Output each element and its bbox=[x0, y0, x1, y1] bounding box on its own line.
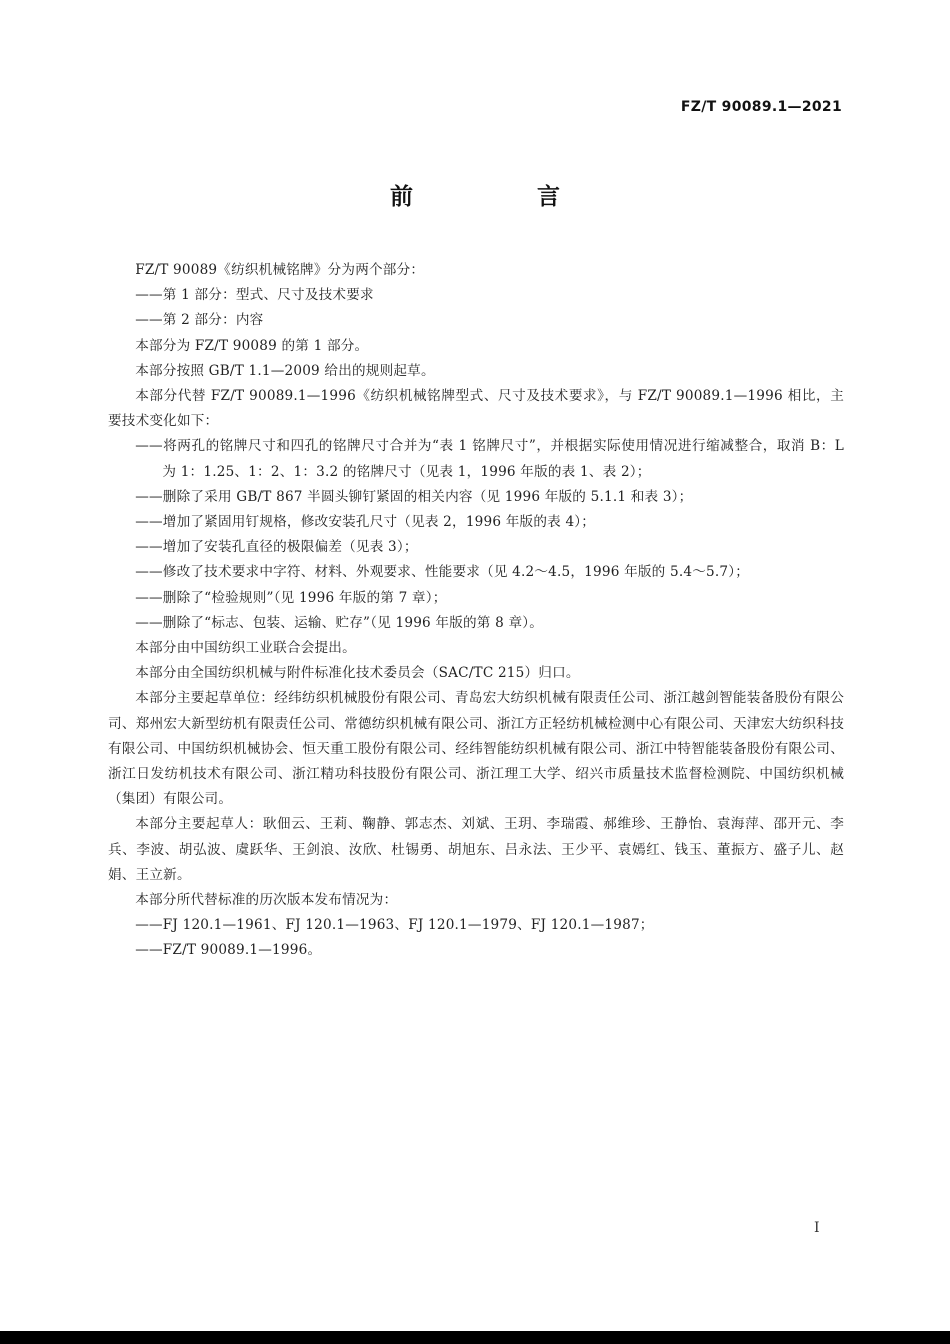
list-item: ——删除了“标志、包装、运输、贮存”（见 1996 年版的第 8 章）。 bbox=[135, 614, 544, 631]
list-item: ——FJ 120.1—1961、FJ 120.1—1963、FJ 120.1—1979、FJ 120.1—1987； bbox=[135, 917, 654, 934]
page-title: 前 言 bbox=[389, 184, 618, 210]
paragraph: FZ/T 90089《纺织机械铭牌》分为两个部分： bbox=[135, 262, 425, 278]
foreword-body bbox=[108, 258, 844, 964]
list-item: ——增加了安装孔直径的极限偏差（见表 3）； bbox=[135, 539, 418, 556]
paragraph: 本部分所代替标准的历次版本发布情况为： bbox=[135, 892, 398, 909]
paragraph: 本部分主要起草单位：经纬纺织机械股份有限公司、青岛宏大纺织机械有限责任公司、浙江越剑智能装备股份有限公司、郑州宏大新型纺机有限责任公司、常德纺织机械有限公司、浙江方正轻纺机械检测中心有限公司、天津宏大纺织科技有限公司、中国纺织机械协会、恒天重工股份有限公司、经纬智能纺织机械有限公司、浙江中特智能装备股份有限公司、浙江日发纺机技术有限公司、浙江精功科技股份有限公司、浙江理工大学、绍兴市质量技术监督检测院、中国纺织机械（集团）有限公司。 bbox=[108, 690, 844, 808]
paragraph: 本部分主要起草人：耿佃云、王莉、鞠静、郭志杰、刘斌、王玥、李瑞霞、郝维珍、王静怡、袁海萍、邵开元、李兵、李波、胡弘波、虞跃华、王剑浪、汝欣、杜锡勇、胡旭东、吕永法、王少平、袁嫣红、钱玉、董振方、盛子儿、赵娟、王立新。 bbox=[108, 816, 844, 883]
paragraph: 本部分按照 GB/T 1.1—2009 给出的规则起草。 bbox=[135, 362, 435, 379]
list-item: ——第 1 部分：型式、尺寸及技术要求 bbox=[135, 287, 374, 304]
paragraph: 本部分由全国纺织机械与附件标准化技术委员会（SAC/TC 215）归口。 bbox=[135, 665, 580, 682]
list-item: ——修改了技术要求中字符、材料、外观要求、性能要求（见 4.2～4.5，1996 年版的 5.4～5.7）； bbox=[135, 564, 750, 581]
paragraph: 本部分代替 FZ/T 90089.1—1996《纺织机械铭牌型式、尺寸及技术要求》，与 FZ/T 90089.1—1996 相比，主要技术变化如下： bbox=[108, 388, 844, 430]
list-item: ——增加了紧固用钉规格，修改安装孔尺寸（见表 2，1996 年版的表 4）； bbox=[135, 514, 596, 531]
list-item: ——第 2 部分：内容 bbox=[135, 312, 264, 329]
paragraph: 本部分为 FZ/T 90089 的第 1 部分。 bbox=[135, 337, 369, 354]
page-number: I bbox=[814, 1220, 820, 1236]
paragraph: 本部分由中国纺织工业联合会提出。 bbox=[135, 640, 356, 657]
list-item: ——删除了采用 GB/T 867 半圆头铆钉紧固的相关内容（见 1996 年版的 5.1.1 和表 3）； bbox=[135, 488, 693, 505]
bottom-border bbox=[0, 1331, 950, 1344]
list-item: ——将两孔的铭牌尺寸和四孔的铭牌尺寸合并为“表 1 铭牌尺寸”，并根据实际使用情况进行缩减整合，取消 B：L 为 1：1.25、1：2、1：3.2 的铭牌尺寸（见表 1，1996 年版的表 1、表 2）； bbox=[135, 438, 844, 480]
list-item: ——FZ/T 90089.1—1996。 bbox=[135, 942, 322, 959]
standard-number: FZ/T 90089.1—2021 bbox=[680, 99, 842, 115]
list-item: ——删除了“检验规则”（见 1996 年版的第 7 章）； bbox=[135, 589, 447, 606]
